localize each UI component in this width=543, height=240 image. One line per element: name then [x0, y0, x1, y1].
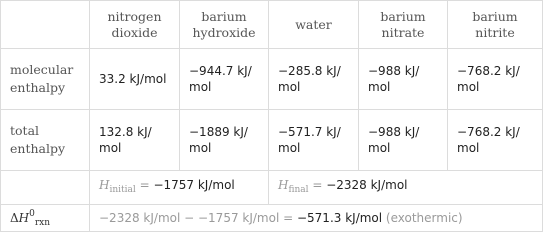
h-initial-cell: [90, 171, 269, 205]
table-row-initial-final: [1, 171, 543, 205]
delta-h-expression-cell: [90, 205, 543, 232]
h-final-equals: =: [308, 178, 327, 192]
column-header-water: water: [269, 1, 359, 49]
table-cell: 132.8 kJ/ mol: [90, 110, 180, 171]
table-row-total-enthalpy: [1, 110, 543, 171]
delta-h-label: $\Delta H^0_{rxn}$: [1, 205, 90, 232]
h-initial-equals: =: [135, 178, 154, 192]
h-final-cell: [269, 171, 543, 205]
h-final-value: −2328 kJ/mol: [326, 178, 408, 192]
table-cell: −285.8 kJ/ mol: [269, 49, 359, 110]
empty-label-cell: [1, 171, 90, 205]
table-cell: −571.7 kJ/ mol: [269, 110, 359, 171]
table-cell: −768.2 kJ/ mol: [448, 110, 543, 171]
row-label-molecular-enthalpy: molecular enthalpy: [1, 49, 90, 110]
column-header-barium-nitrate: barium nitrate: [359, 1, 448, 49]
table-cell: −1889 kJ/ mol: [180, 110, 269, 171]
table-cell: −944.7 kJ/ mol: [180, 49, 269, 110]
column-header-barium-hydroxide: barium hydroxide: [180, 1, 269, 49]
corner-cell: [1, 1, 90, 49]
delta-h-note: (exothermic): [382, 211, 463, 225]
table-cell: −988 kJ/ mol: [359, 49, 448, 110]
table-cell: −768.2 kJ/ mol: [448, 49, 543, 110]
delta-h-result: −571.3 kJ/mol: [296, 211, 383, 225]
column-header-nitrogen-dioxide: nitrogen dioxide: [90, 1, 180, 49]
table-row-delta-h: [1, 205, 543, 232]
column-header-barium-nitrite: barium nitrite: [448, 1, 543, 49]
row-label-total-enthalpy: total enthalpy: [1, 110, 90, 171]
h-initial-value: −1757 kJ/mol: [153, 178, 235, 192]
h-initial-symbol: $H_{initial}$: [99, 178, 136, 195]
table-cell: 33.2 kJ/mol: [90, 49, 180, 110]
header-row: [1, 1, 543, 49]
table-cell: −988 kJ/ mol: [359, 110, 448, 171]
table-row-molecular-enthalpy: [1, 49, 543, 110]
delta-h-expression: −2328 kJ/mol − −1757 kJ/mol =: [99, 211, 297, 225]
h-final-symbol: $H_{final}$: [278, 178, 309, 195]
